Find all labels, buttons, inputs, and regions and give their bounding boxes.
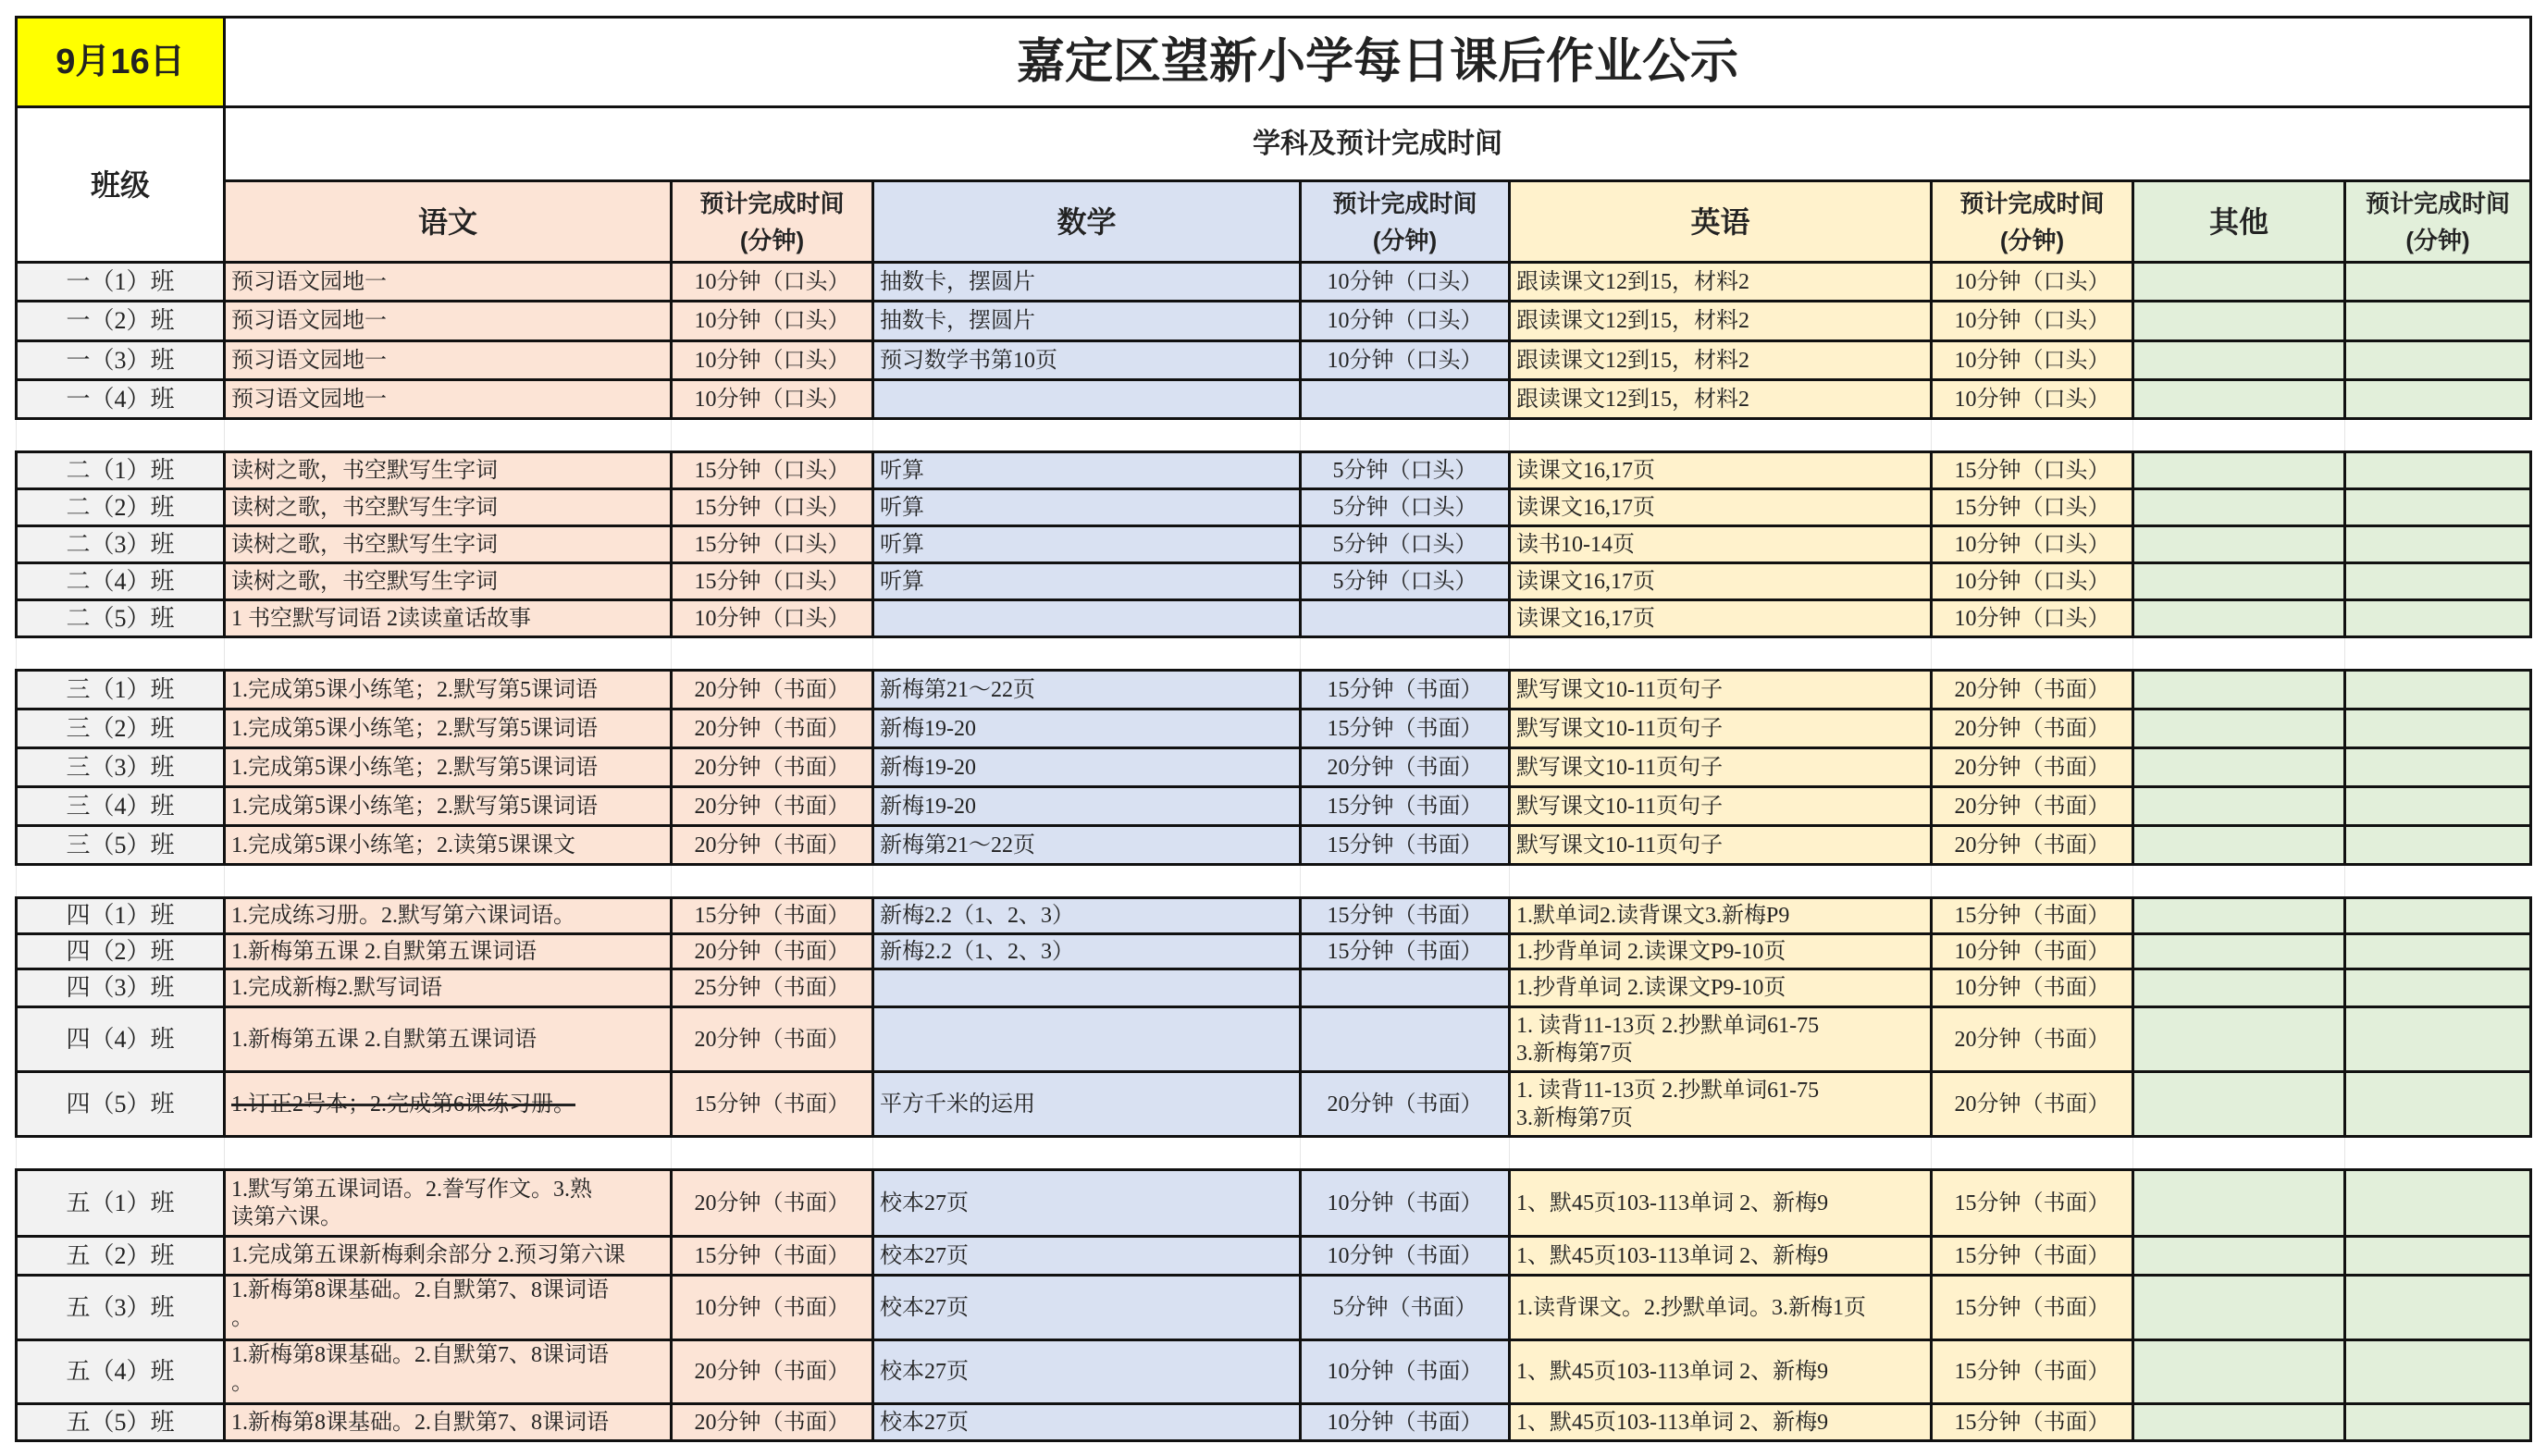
math-homework: 听算 <box>873 526 1301 563</box>
table-row <box>17 1237 2531 1276</box>
other-time <box>2345 380 2531 419</box>
chinese-time: 20分钟（书面） <box>672 1170 873 1237</box>
english-homework: 1.读背课文。2.抄默单词。3.新梅1页 <box>1510 1276 1932 1340</box>
other-time <box>2345 563 2531 600</box>
chinese-time: 15分钟（书面） <box>672 1237 873 1276</box>
other-homework <box>2133 526 2345 563</box>
chinese-time: 20分钟（书面） <box>672 934 873 969</box>
math-time <box>1301 600 1510 637</box>
spacer-cell <box>2345 419 2531 452</box>
other-homework <box>2133 489 2345 526</box>
other-time <box>2345 969 2531 1007</box>
chinese-homework: 预习语文园地一 <box>225 302 672 341</box>
column-header-row <box>17 181 2531 263</box>
english-homework: 读课文16,17页 <box>1510 452 1932 489</box>
other-homework <box>2133 1404 2345 1441</box>
table-row <box>17 898 2531 934</box>
spacer-cell <box>1510 637 1932 671</box>
math-time: 10分钟（书面） <box>1301 1237 1510 1276</box>
other-homework <box>2133 1170 2345 1237</box>
chinese-time: 20分钟（书面） <box>672 1404 873 1441</box>
spacer-cell <box>2133 1137 2345 1170</box>
chinese-time: 20分钟（书面） <box>672 787 873 826</box>
table-row <box>17 452 2531 489</box>
class-cell: 二（1）班 <box>17 452 225 489</box>
class-cell: 二（5）班 <box>17 600 225 637</box>
math-time: 10分钟（口头） <box>1301 302 1510 341</box>
english-time: 15分钟（口头） <box>1932 489 2133 526</box>
class-cell: 三（2）班 <box>17 709 225 748</box>
chinese-time: 15分钟（口头） <box>672 526 873 563</box>
english-homework: 读课文16,17页 <box>1510 489 1932 526</box>
other-time <box>2345 489 2531 526</box>
chinese-homework: 1.完成第5课小练笔；2.默写第5课词语 <box>225 671 672 709</box>
chinese-homework: 1.完成新梅2.默写词语 <box>225 969 672 1007</box>
math-time: 20分钟（书面） <box>1301 748 1510 787</box>
spacer-cell <box>1301 1137 1510 1170</box>
other-time <box>2345 898 2531 934</box>
math-homework: 听算 <box>873 563 1301 600</box>
table-row <box>17 1072 2531 1137</box>
spacer-cell <box>225 865 672 898</box>
spacer-cell <box>1932 637 2133 671</box>
math-time: 20分钟（书面） <box>1301 1072 1510 1137</box>
table-row <box>17 1276 2531 1340</box>
english-time: 15分钟（书面） <box>1932 898 2133 934</box>
math-time: 15分钟（书面） <box>1301 826 1510 865</box>
chinese-time: 20分钟（书面） <box>672 826 873 865</box>
homework-table <box>15 16 2532 1442</box>
chinese-time: 25分钟（书面） <box>672 969 873 1007</box>
spacer-cell <box>17 865 225 898</box>
english-time: 20分钟（书面） <box>1932 826 2133 865</box>
math-homework: 新梅19-20 <box>873 709 1301 748</box>
english-time: 15分钟（书面） <box>1932 1276 2133 1340</box>
math-homework <box>873 1007 1301 1072</box>
title-row <box>17 18 2531 107</box>
table-row <box>17 934 2531 969</box>
english-homework: 跟读课文12到15，材料2 <box>1510 302 1932 341</box>
other-homework <box>2133 1340 2345 1404</box>
math-time: 5分钟（口头） <box>1301 563 1510 600</box>
other-time <box>2345 1072 2531 1137</box>
math-homework: 抽数卡，摆圆片 <box>873 263 1301 302</box>
other-homework <box>2133 934 2345 969</box>
chinese-homework: 1.新梅第五课 2.自默第五课词语 <box>225 934 672 969</box>
other-time <box>2345 263 2531 302</box>
math-time: 15分钟（书面） <box>1301 934 1510 969</box>
spacer-cell <box>17 419 225 452</box>
other-homework <box>2133 826 2345 865</box>
math-time: 15分钟（书面） <box>1301 787 1510 826</box>
chinese-time: 10分钟（口头） <box>672 600 873 637</box>
english-time: 15分钟（书面） <box>1932 1404 2133 1441</box>
chinese-time: 15分钟（口头） <box>672 452 873 489</box>
class-cell: 四（3）班 <box>17 969 225 1007</box>
chinese-time: 10分钟（口头） <box>672 341 873 380</box>
table-row <box>17 263 2531 302</box>
english-homework: 默写课文10-11页句子 <box>1510 671 1932 709</box>
class-cell: 三（5）班 <box>17 826 225 865</box>
math-homework: 听算 <box>873 489 1301 526</box>
other-homework <box>2133 1237 2345 1276</box>
english-time: 20分钟（书面） <box>1932 671 2133 709</box>
spacer-cell <box>672 419 873 452</box>
class-cell: 四（5）班 <box>17 1072 225 1137</box>
spacer-cell <box>1932 865 2133 898</box>
spacer-cell <box>1301 865 1510 898</box>
english-homework: 默写课文10-11页句子 <box>1510 748 1932 787</box>
spacer-cell <box>2345 1137 2531 1170</box>
class-cell: 五（5）班 <box>17 1404 225 1441</box>
chinese-homework: 1.新梅第8课基础。2.自默第7、8课词语 <box>225 1404 672 1441</box>
class-cell: 四（4）班 <box>17 1007 225 1072</box>
chinese-time: 15分钟（书面） <box>672 898 873 934</box>
other-time <box>2345 671 2531 709</box>
table-row <box>17 380 2531 419</box>
other-time <box>2345 934 2531 969</box>
other-homework <box>2133 709 2345 748</box>
english-homework: 跟读课文12到15，材料2 <box>1510 341 1932 380</box>
class-cell: 五（3）班 <box>17 1276 225 1340</box>
spacer-cell <box>2133 865 2345 898</box>
class-cell: 四（2）班 <box>17 934 225 969</box>
chinese-time: 10分钟（书面） <box>672 1276 873 1340</box>
table-row <box>17 489 2531 526</box>
english-time: 20分钟（书面） <box>1932 787 2133 826</box>
table-row <box>17 1340 2531 1404</box>
chinese-homework: 1.完成第5课小练笔；2.默写第5课词语 <box>225 787 672 826</box>
english-time: 20分钟（书面） <box>1932 748 2133 787</box>
math-time: 10分钟（书面） <box>1301 1404 1510 1441</box>
math-time <box>1301 380 1510 419</box>
spacer-cell <box>873 865 1301 898</box>
english-homework: 跟读课文12到15，材料2 <box>1510 380 1932 419</box>
english-time: 10分钟（口头） <box>1932 302 2133 341</box>
english-homework: 读书10-14页 <box>1510 526 1932 563</box>
spacer-cell <box>2133 419 2345 452</box>
chinese-time: 20分钟（书面） <box>672 1340 873 1404</box>
chinese-homework: 1.完成第五课新梅剩余部分 2.预习第六课 <box>225 1237 672 1276</box>
english-homework: 默写课文10-11页句子 <box>1510 787 1932 826</box>
chinese-time: 20分钟（书面） <box>672 748 873 787</box>
chinese-homework: 1.新梅第8课基础。2.自默第7、8课词语 。 <box>225 1340 672 1404</box>
class-cell: 一（4）班 <box>17 380 225 419</box>
english-time: 15分钟（书面） <box>1932 1237 2133 1276</box>
chinese-time: 10分钟（口头） <box>672 380 873 419</box>
math-homework: 新梅第21～22页 <box>873 671 1301 709</box>
math-homework <box>873 600 1301 637</box>
table-row <box>17 748 2531 787</box>
col-other-time: 预计完成时间 (分钟) <box>2345 181 2531 263</box>
english-homework: 跟读课文12到15，材料2 <box>1510 263 1932 302</box>
math-time: 15分钟（书面） <box>1301 671 1510 709</box>
other-time <box>2345 787 2531 826</box>
other-time <box>2345 1237 2531 1276</box>
chinese-time: 10分钟（口头） <box>672 263 873 302</box>
other-homework <box>2133 1007 2345 1072</box>
other-homework <box>2133 1276 2345 1340</box>
chinese-homework: 1.默写第五课词语。2.誊写作文。3.熟 读第六课。 <box>225 1170 672 1237</box>
chinese-time: 15分钟（口头） <box>672 563 873 600</box>
other-homework <box>2133 748 2345 787</box>
chinese-homework: 1.新梅第8课基础。2.自默第7、8课词语 。 <box>225 1276 672 1340</box>
math-homework: 校本27页 <box>873 1340 1301 1404</box>
class-cell: 五（4）班 <box>17 1340 225 1404</box>
english-homework: 1. 读背11-13页 2.抄默单词61-75 3.新梅第7页 <box>1510 1007 1932 1072</box>
spacer-cell <box>2345 637 2531 671</box>
spacer-cell <box>1510 419 1932 452</box>
table-row <box>17 526 2531 563</box>
chinese-homework: 预习语文园地一 <box>225 263 672 302</box>
other-homework <box>2133 302 2345 341</box>
subjects-header: 学科及预计完成时间 <box>225 107 2531 181</box>
grade-spacer <box>17 865 2531 898</box>
chinese-homework: 读树之歌，书空默写生字词 <box>225 489 672 526</box>
chinese-time: 15分钟（书面） <box>672 1072 873 1137</box>
spacer-cell <box>1301 419 1510 452</box>
english-time: 20分钟（书面） <box>1932 1072 2133 1137</box>
class-cell: 三（3）班 <box>17 748 225 787</box>
math-time: 10分钟（书面） <box>1301 1170 1510 1237</box>
other-time <box>2345 1276 2531 1340</box>
col-english-time: 预计完成时间 (分钟) <box>1932 181 2133 263</box>
spacer-cell <box>672 637 873 671</box>
math-time <box>1301 1007 1510 1072</box>
english-time: 20分钟（书面） <box>1932 709 2133 748</box>
other-homework <box>2133 263 2345 302</box>
chinese-homework: 1.完成第5课小练笔；2.读第5课课文 <box>225 826 672 865</box>
english-time: 10分钟（口头） <box>1932 563 2133 600</box>
col-chinese: 语文 <box>225 181 672 263</box>
spacer-cell <box>17 1137 225 1170</box>
other-homework <box>2133 563 2345 600</box>
math-time: 5分钟（口头） <box>1301 489 1510 526</box>
class-cell: 一（3）班 <box>17 341 225 380</box>
other-time <box>2345 1170 2531 1237</box>
chinese-homework: 预习语文园地一 <box>225 341 672 380</box>
other-homework <box>2133 452 2345 489</box>
other-time <box>2345 1007 2531 1072</box>
math-homework: 新梅2.2（1、2、3） <box>873 934 1301 969</box>
english-homework: 默写课文10-11页句子 <box>1510 709 1932 748</box>
other-homework <box>2133 787 2345 826</box>
other-homework <box>2133 341 2345 380</box>
english-homework: 1、默45页103-113单词 2、新梅9 <box>1510 1404 1932 1441</box>
table-row <box>17 787 2531 826</box>
chinese-homework: 读树之歌，书空默写生字词 <box>225 452 672 489</box>
other-time <box>2345 1340 2531 1404</box>
chinese-time: 20分钟（书面） <box>672 709 873 748</box>
math-homework: 新梅19-20 <box>873 787 1301 826</box>
col-math-time: 预计完成时间 (分钟) <box>1301 181 1510 263</box>
english-time: 10分钟（口头） <box>1932 341 2133 380</box>
table-row <box>17 341 2531 380</box>
grade-spacer <box>17 637 2531 671</box>
table-row <box>17 563 2531 600</box>
english-time: 10分钟（书面） <box>1932 969 2133 1007</box>
class-cell: 三（1）班 <box>17 671 225 709</box>
chinese-homework: 1.新梅第五课 2.自默第五课词语 <box>225 1007 672 1072</box>
chinese-homework: 读树之歌，书空默写生字词 <box>225 563 672 600</box>
spacer-cell <box>873 1137 1301 1170</box>
grade-spacer <box>17 419 2531 452</box>
date-cell: 9月16日 <box>17 18 225 107</box>
english-time: 15分钟（书面） <box>1932 1170 2133 1237</box>
other-time <box>2345 1404 2531 1441</box>
col-other: 其他 <box>2133 181 2345 263</box>
math-time: 15分钟（书面） <box>1301 898 1510 934</box>
math-homework: 校本27页 <box>873 1170 1301 1237</box>
subheader-row <box>17 107 2531 181</box>
english-time: 10分钟（口头） <box>1932 263 2133 302</box>
math-homework: 新梅2.2（1、2、3） <box>873 898 1301 934</box>
other-homework <box>2133 671 2345 709</box>
class-cell: 五（1）班 <box>17 1170 225 1237</box>
table-row <box>17 826 2531 865</box>
class-header: 班级 <box>17 107 225 263</box>
spacer-cell <box>873 637 1301 671</box>
spacer-cell <box>1301 637 1510 671</box>
math-homework: 校本27页 <box>873 1276 1301 1340</box>
english-homework: 1、默45页103-113单词 2、新梅9 <box>1510 1237 1932 1276</box>
english-homework: 1. 读背11-13页 2.抄默单词61-75 3.新梅第7页 <box>1510 1072 1932 1137</box>
chinese-homework: 1 书空默写词语 2读读童话故事 <box>225 600 672 637</box>
chinese-homework: 预习语文园地一 <box>225 380 672 419</box>
table-row <box>17 600 2531 637</box>
math-homework: 平方千米的运用 <box>873 1072 1301 1137</box>
english-time: 15分钟（书面） <box>1932 1340 2133 1404</box>
chinese-homework: 1.完成第5课小练笔；2.默写第5课词语 <box>225 709 672 748</box>
english-homework: 默写课文10-11页句子 <box>1510 826 1932 865</box>
chinese-time: 20分钟（书面） <box>672 671 873 709</box>
math-time <box>1301 969 1510 1007</box>
spacer-cell <box>1510 1137 1932 1170</box>
chinese-homework: 1.完成练习册。2.默写第六课词语。 <box>225 898 672 934</box>
col-math: 数学 <box>873 181 1301 263</box>
chinese-time: 15分钟（口头） <box>672 489 873 526</box>
chinese-time: 20分钟（书面） <box>672 1007 873 1072</box>
table-row <box>17 709 2531 748</box>
spacer-cell <box>17 637 225 671</box>
math-homework: 听算 <box>873 452 1301 489</box>
math-homework: 抽数卡，摆圆片 <box>873 302 1301 341</box>
spacer-cell <box>672 865 873 898</box>
spacer-cell <box>2133 637 2345 671</box>
class-cell: 三（4）班 <box>17 787 225 826</box>
math-time: 15分钟（书面） <box>1301 709 1510 748</box>
col-chinese-time: 预计完成时间 (分钟) <box>672 181 873 263</box>
chinese-time: 10分钟（口头） <box>672 302 873 341</box>
spacer-cell <box>1932 419 2133 452</box>
spacer-cell <box>225 637 672 671</box>
class-cell: 一（2）班 <box>17 302 225 341</box>
other-time <box>2345 748 2531 787</box>
chinese-homework: 1.完成第5课小练笔；2.默写第5课词语 <box>225 748 672 787</box>
spacer-cell <box>1932 1137 2133 1170</box>
other-time <box>2345 302 2531 341</box>
spacer-cell <box>1510 865 1932 898</box>
math-homework <box>873 380 1301 419</box>
class-cell: 四（1）班 <box>17 898 225 934</box>
math-time: 5分钟（口头） <box>1301 452 1510 489</box>
english-homework: 1、默45页103-113单词 2、新梅9 <box>1510 1340 1932 1404</box>
table-row <box>17 302 2531 341</box>
math-homework: 新梅第21～22页 <box>873 826 1301 865</box>
english-time: 10分钟（书面） <box>1932 934 2133 969</box>
chinese-homework: 读树之歌，书空默写生字词 <box>225 526 672 563</box>
table-row <box>17 969 2531 1007</box>
other-homework <box>2133 600 2345 637</box>
other-time <box>2345 600 2531 637</box>
english-time: 10分钟（口头） <box>1932 600 2133 637</box>
math-homework: 校本27页 <box>873 1237 1301 1276</box>
other-time <box>2345 826 2531 865</box>
class-cell: 一（1）班 <box>17 263 225 302</box>
class-cell: 二（4）班 <box>17 563 225 600</box>
spacer-cell <box>873 419 1301 452</box>
math-time: 5分钟（书面） <box>1301 1276 1510 1340</box>
english-homework: 1.默单词2.读背课文3.新梅P9 <box>1510 898 1932 934</box>
table-row <box>17 1170 2531 1237</box>
math-time: 10分钟（口头） <box>1301 341 1510 380</box>
math-homework <box>873 969 1301 1007</box>
page-title: 嘉定区望新小学每日课后作业公示 <box>225 18 2531 107</box>
grade-spacer <box>17 1137 2531 1170</box>
math-time: 10分钟（口头） <box>1301 263 1510 302</box>
english-time: 10分钟（口头） <box>1932 380 2133 419</box>
english-homework: 1、默45页103-113单词 2、新梅9 <box>1510 1170 1932 1237</box>
math-homework: 预习数学书第10页 <box>873 341 1301 380</box>
math-homework: 新梅19-20 <box>873 748 1301 787</box>
other-homework <box>2133 380 2345 419</box>
english-homework: 读课文16,17页 <box>1510 563 1932 600</box>
table-row <box>17 1404 2531 1441</box>
col-english: 英语 <box>1510 181 1932 263</box>
english-homework: 1.抄背单词 2.读课文P9-10页 <box>1510 969 1932 1007</box>
spacer-cell <box>672 1137 873 1170</box>
math-time: 5分钟（口头） <box>1301 526 1510 563</box>
table-row <box>17 671 2531 709</box>
other-time <box>2345 709 2531 748</box>
math-homework: 校本27页 <box>873 1404 1301 1441</box>
spacer-cell <box>225 1137 672 1170</box>
other-homework <box>2133 898 2345 934</box>
other-time <box>2345 526 2531 563</box>
other-time <box>2345 452 2531 489</box>
english-homework: 1.抄背单词 2.读课文P9-10页 <box>1510 934 1932 969</box>
chinese-homework: 1.订正2号本；2.完成第6课练习册。 <box>225 1072 672 1137</box>
spacer-cell <box>2345 865 2531 898</box>
english-time: 20分钟（书面） <box>1932 1007 2133 1072</box>
other-homework <box>2133 969 2345 1007</box>
class-cell: 五（2）班 <box>17 1237 225 1276</box>
english-homework: 读课文16,17页 <box>1510 600 1932 637</box>
math-time: 10分钟（书面） <box>1301 1340 1510 1404</box>
other-time <box>2345 341 2531 380</box>
english-time: 10分钟（口头） <box>1932 526 2133 563</box>
class-cell: 二（3）班 <box>17 526 225 563</box>
table-row <box>17 1007 2531 1072</box>
other-homework <box>2133 1072 2345 1137</box>
english-time: 15分钟（口头） <box>1932 452 2133 489</box>
spacer-cell <box>225 419 672 452</box>
class-cell: 二（2）班 <box>17 489 225 526</box>
